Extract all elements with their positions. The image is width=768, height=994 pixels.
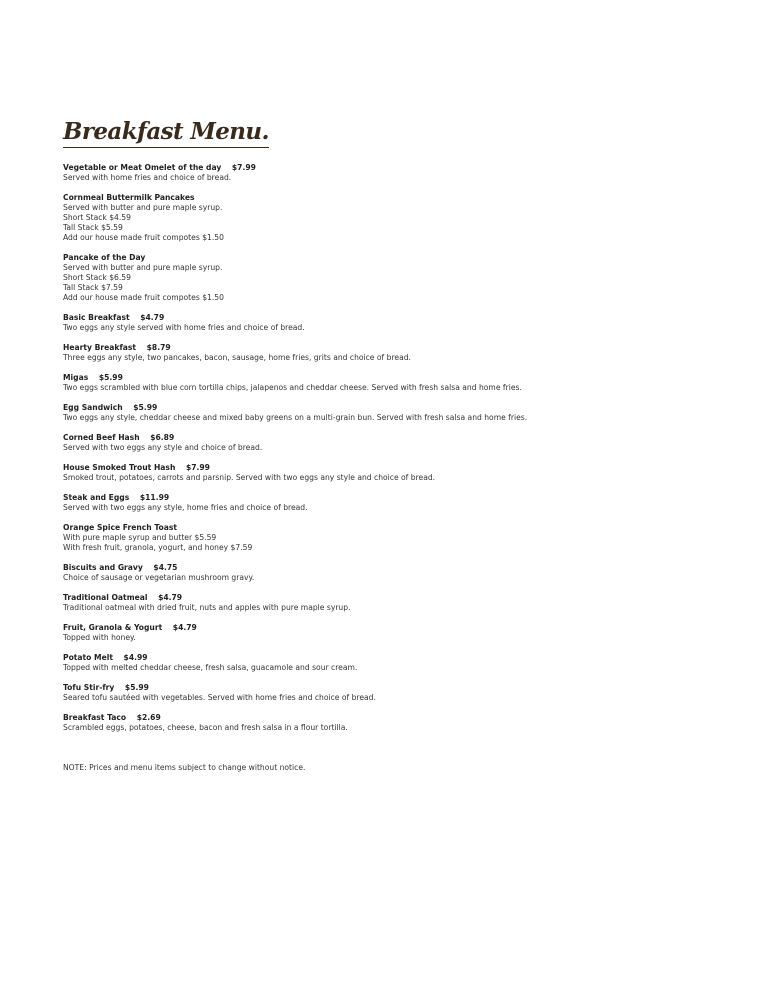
menu-item <box>63 563 743 583</box>
menu-item-header <box>63 163 743 173</box>
menu-item-description: Served with butter and pure maple syrup. <box>63 263 223 272</box>
menu-item-header <box>63 313 743 323</box>
menu-page <box>63 118 743 773</box>
menu-item-description: Served with two eggs any style and choice of bread. <box>63 443 263 452</box>
menu-item <box>63 343 743 363</box>
menu-item-description: Short Stack $6.59 <box>63 273 131 282</box>
menu-item <box>63 193 743 243</box>
menu-item-price: $5.99 <box>124 683 149 692</box>
menu-item-description: Served with butter and pure maple syrup. <box>63 203 223 212</box>
menu-item <box>63 313 743 333</box>
menu-item <box>63 403 743 423</box>
menu-item-description: Topped with melted cheddar cheese, fresh salsa, guacamole and sour cream. <box>63 663 358 672</box>
menu-item-price: $4.79 <box>140 313 165 322</box>
menu-item-price: $11.99 <box>139 493 170 502</box>
menu-item-name: Pancake of the Day <box>63 253 146 262</box>
menu-item-price: $5.99 <box>133 403 158 412</box>
menu-item-description: Three eggs any style, two pancakes, bacon, sausage, home fries, grits and choice of bread. <box>63 353 411 362</box>
menu-item <box>63 253 743 303</box>
menu-item-description: Topped with honey. <box>63 633 136 642</box>
menu-item <box>63 373 743 393</box>
menu-item-description: Scrambled eggs, potatoes, cheese, bacon and fresh salsa in a flour tortilla. <box>63 723 348 732</box>
menu-item-header <box>63 193 743 203</box>
menu-item-price: $2.69 <box>136 713 161 722</box>
menu-item-name: Biscuits and Gravy <box>63 563 143 572</box>
menu-item-name: Orange Spice French Toast <box>63 523 177 532</box>
menu-item-header <box>63 403 743 413</box>
menu-item-header <box>63 683 743 693</box>
menu-item <box>63 623 743 643</box>
menu-item <box>63 523 743 553</box>
menu-item-price: $8.79 <box>146 343 171 352</box>
menu-item-description: Two eggs any style, cheddar cheese and mixed baby greens on a multi-grain bun. Served with fresh salsa and home fries. <box>63 413 528 422</box>
menu-item-name: Corned Beef Hash <box>63 433 140 442</box>
price-change-note: NOTE: Prices and menu items subject to change without notice. <box>63 763 306 772</box>
menu-item-description: Served with two eggs any style, home fries and choice of bread. <box>63 503 308 512</box>
menu-item <box>63 463 743 483</box>
menu-item-description: Add our house made fruit compotes $1.50 <box>63 233 224 242</box>
menu-item-price: $4.75 <box>153 563 178 572</box>
menu-item-price: $4.79 <box>172 623 197 632</box>
menu-item <box>63 593 743 613</box>
menu-item-header <box>63 593 743 603</box>
menu-item-description: Short Stack $4.59 <box>63 213 131 222</box>
menu-item-header <box>63 563 743 573</box>
menu-item-price: $5.99 <box>98 373 123 382</box>
menu-item-name: Vegetable or Meat Omelet of the day <box>63 163 222 172</box>
menu-item-price: $6.89 <box>150 433 175 442</box>
menu-item <box>63 713 743 733</box>
menu-item-price: $4.99 <box>123 653 148 662</box>
menu-item-name: Basic Breakfast <box>63 313 130 322</box>
menu-item-description: With fresh fruit, granola, yogurt, and honey $7.59 <box>63 543 253 552</box>
menu-item-price: $4.79 <box>158 593 183 602</box>
menu-item-name: Traditional Oatmeal <box>63 593 148 602</box>
menu-item-description: Smoked trout, potatoes, carrots and parsnip. Served with two eggs any style and choice of bread. <box>63 473 436 482</box>
menu-item-price: $7.99 <box>231 163 256 172</box>
menu-item <box>63 493 743 513</box>
title-underline <box>63 118 269 148</box>
menu-item <box>63 653 743 673</box>
menu-items-list <box>63 163 743 733</box>
menu-item-description: Served with home fries and choice of bread. <box>63 173 232 182</box>
menu-item-description: Two eggs scrambled with blue corn tortilla chips, jalapenos and cheddar cheese. Served with fresh salsa and home fries. <box>63 383 522 392</box>
menu-item-name: Potato Melt <box>63 653 113 662</box>
menu-item-header <box>63 373 743 383</box>
menu-item-header <box>63 523 743 533</box>
menu-title: Breakfast Menu. <box>63 118 269 145</box>
menu-item-name: Tofu Stir-fry <box>63 683 115 692</box>
menu-item-description: Tall Stack $7.59 <box>63 283 123 292</box>
menu-item-name: Fruit, Granola & Yogurt <box>63 623 163 632</box>
menu-item-name: Hearty Breakfast <box>63 343 137 352</box>
menu-item <box>63 163 743 183</box>
menu-item-description: Choice of sausage or vegetarian mushroom gravy. <box>63 573 255 582</box>
menu-item-header <box>63 463 743 473</box>
menu-item-header <box>63 653 743 663</box>
menu-item-header <box>63 493 743 503</box>
menu-item-header <box>63 713 743 723</box>
menu-item-description: Traditional oatmeal with dried fruit, nuts and apples with pure maple syrup. <box>63 603 351 612</box>
menu-item <box>63 683 743 703</box>
menu-item-description: Add our house made fruit compotes $1.50 <box>63 293 224 302</box>
menu-item-description: Seared tofu sautéed with vegetables. Served with home fries and choice of bread. <box>63 693 376 702</box>
menu-item-description: Tall Stack $5.59 <box>63 223 123 232</box>
menu-item-name: Breakfast Taco <box>63 713 127 722</box>
menu-item-name: House Smoked Trout Hash <box>63 463 176 472</box>
menu-item-name: Steak and Eggs <box>63 493 130 502</box>
menu-item-description: With pure maple syrup and butter $5.59 <box>63 533 217 542</box>
menu-item-header <box>63 253 743 263</box>
menu-item <box>63 433 743 453</box>
menu-item-name: Egg Sandwich <box>63 403 123 412</box>
menu-item-name: Migas <box>63 373 89 382</box>
menu-item-name: Cornmeal Buttermilk Pancakes <box>63 193 195 202</box>
menu-item-header <box>63 343 743 353</box>
menu-item-header <box>63 433 743 443</box>
menu-item-description: Two eggs any style served with home fries and choice of bread. <box>63 323 305 332</box>
menu-item-header <box>63 623 743 633</box>
menu-item-price: $7.99 <box>185 463 210 472</box>
